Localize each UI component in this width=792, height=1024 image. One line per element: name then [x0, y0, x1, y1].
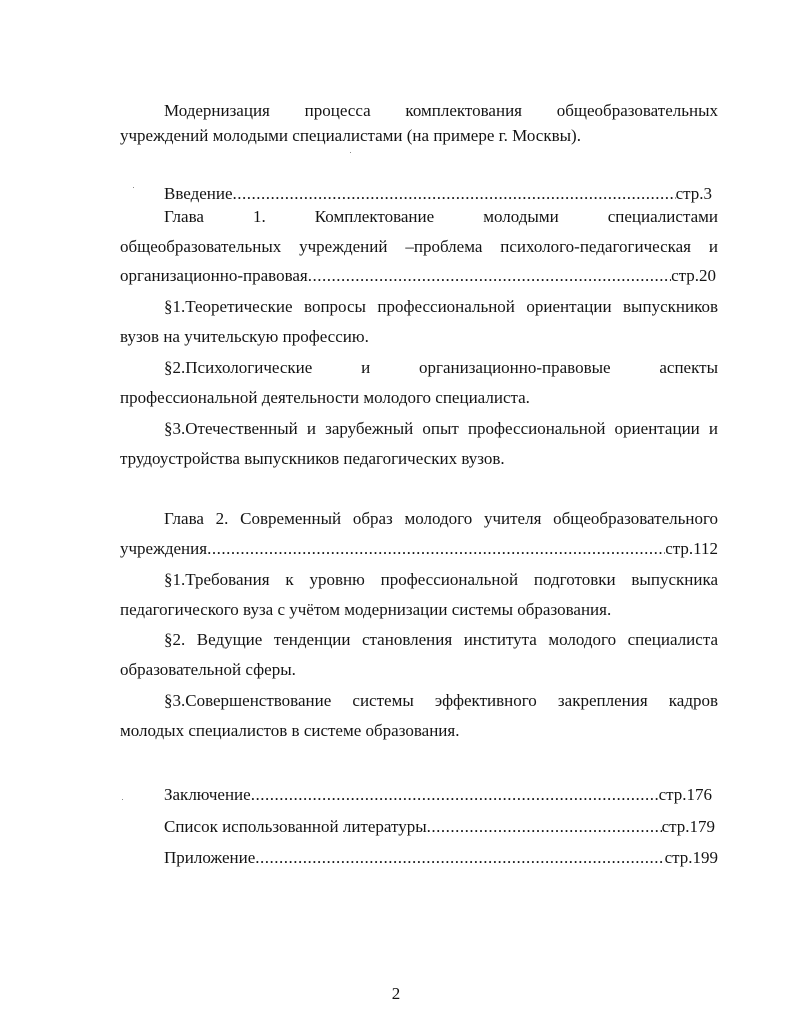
toc-page: стр.20 — [671, 266, 716, 285]
toc-ch1-line-1: Глава 1. Комплектование молодыми специалистами — [164, 207, 718, 226]
leader-dots — [207, 539, 665, 559]
toc-ch2-s2-line-2: образовательной сферы. — [120, 660, 296, 679]
toc-ch1-s1-line-1: §1.Теоретические вопросы профессиональной ориентации выпускников — [164, 297, 718, 316]
toc-ch2-line-2 — [120, 539, 718, 559]
leader-dots — [427, 817, 662, 837]
toc-ch2-line-1: Глава 2. Современный образ молодого учителя общеобразовательного — [164, 509, 718, 528]
toc-label: организационно-правовая — [120, 266, 308, 285]
toc-label: Приложение — [164, 848, 256, 867]
toc-label: Список использованной литературы — [164, 817, 427, 836]
leader-dots — [233, 184, 676, 204]
toc-ch1-s2-line-2: профессиональной деятельности молодого специалиста. — [120, 388, 530, 407]
toc-page: стр.199 — [664, 848, 718, 867]
toc-ch1-line-2: общеобразовательных учреждений –проблема психолого-педагогическая и — [120, 237, 718, 256]
title-line-2: учреждений молодыми специалистами (на примере г. Москвы). — [120, 126, 581, 145]
toc-page: стр.176 — [658, 785, 712, 804]
toc-entry-intro — [164, 184, 712, 204]
toc-page: стр.179 — [661, 817, 715, 836]
toc-ch1-s3-line-1: §3.Отечественный и зарубежный опыт профессиональной ориентации и — [164, 419, 718, 438]
toc-page: стр.3 — [675, 184, 712, 203]
toc-ch1-s2-line-1: §2.Психологические и организационно-правовые аспекты — [164, 358, 718, 377]
toc-entry-references — [164, 817, 715, 837]
toc-ch1-line-3 — [120, 266, 716, 286]
toc-label: Заключение — [164, 785, 251, 804]
title-line-1: Модернизация процесса комплектования общеобразовательных — [164, 101, 718, 120]
scan-speck — [133, 187, 134, 188]
scan-speck — [350, 152, 351, 153]
toc-entry-appendix — [164, 848, 718, 868]
toc-ch2-s2-line-1: §2. Ведущие тенденции становления института молодого специалиста — [164, 630, 718, 649]
toc-ch2-s3-line-2: молодых специалистов в системе образования. — [120, 721, 460, 740]
toc-ch1-s3-line-2: трудоустройства выпускников педагогических вузов. — [120, 449, 505, 468]
leader-dots — [255, 848, 664, 868]
leader-dots — [308, 266, 671, 286]
page-number: 2 — [391, 984, 401, 1003]
toc-label: учреждения — [120, 539, 208, 558]
toc-ch2-s1-line-1: §1.Требования к уровню профессиональной подготовки выпускника — [164, 570, 718, 589]
leader-dots — [251, 785, 659, 805]
toc-page: стр.112 — [665, 539, 718, 558]
toc-label: Введение — [164, 184, 233, 203]
toc-ch2-s3-line-1: §3.Совершенствование системы эффективного закрепления кадров — [164, 691, 718, 710]
scan-speck — [122, 799, 123, 800]
toc-ch1-s1-line-2: вузов на учительскую профессию. — [120, 327, 369, 346]
toc-ch2-s1-line-2: педагогического вуза с учётом модернизации системы образования. — [120, 600, 612, 619]
toc-entry-conclusion — [164, 785, 712, 805]
